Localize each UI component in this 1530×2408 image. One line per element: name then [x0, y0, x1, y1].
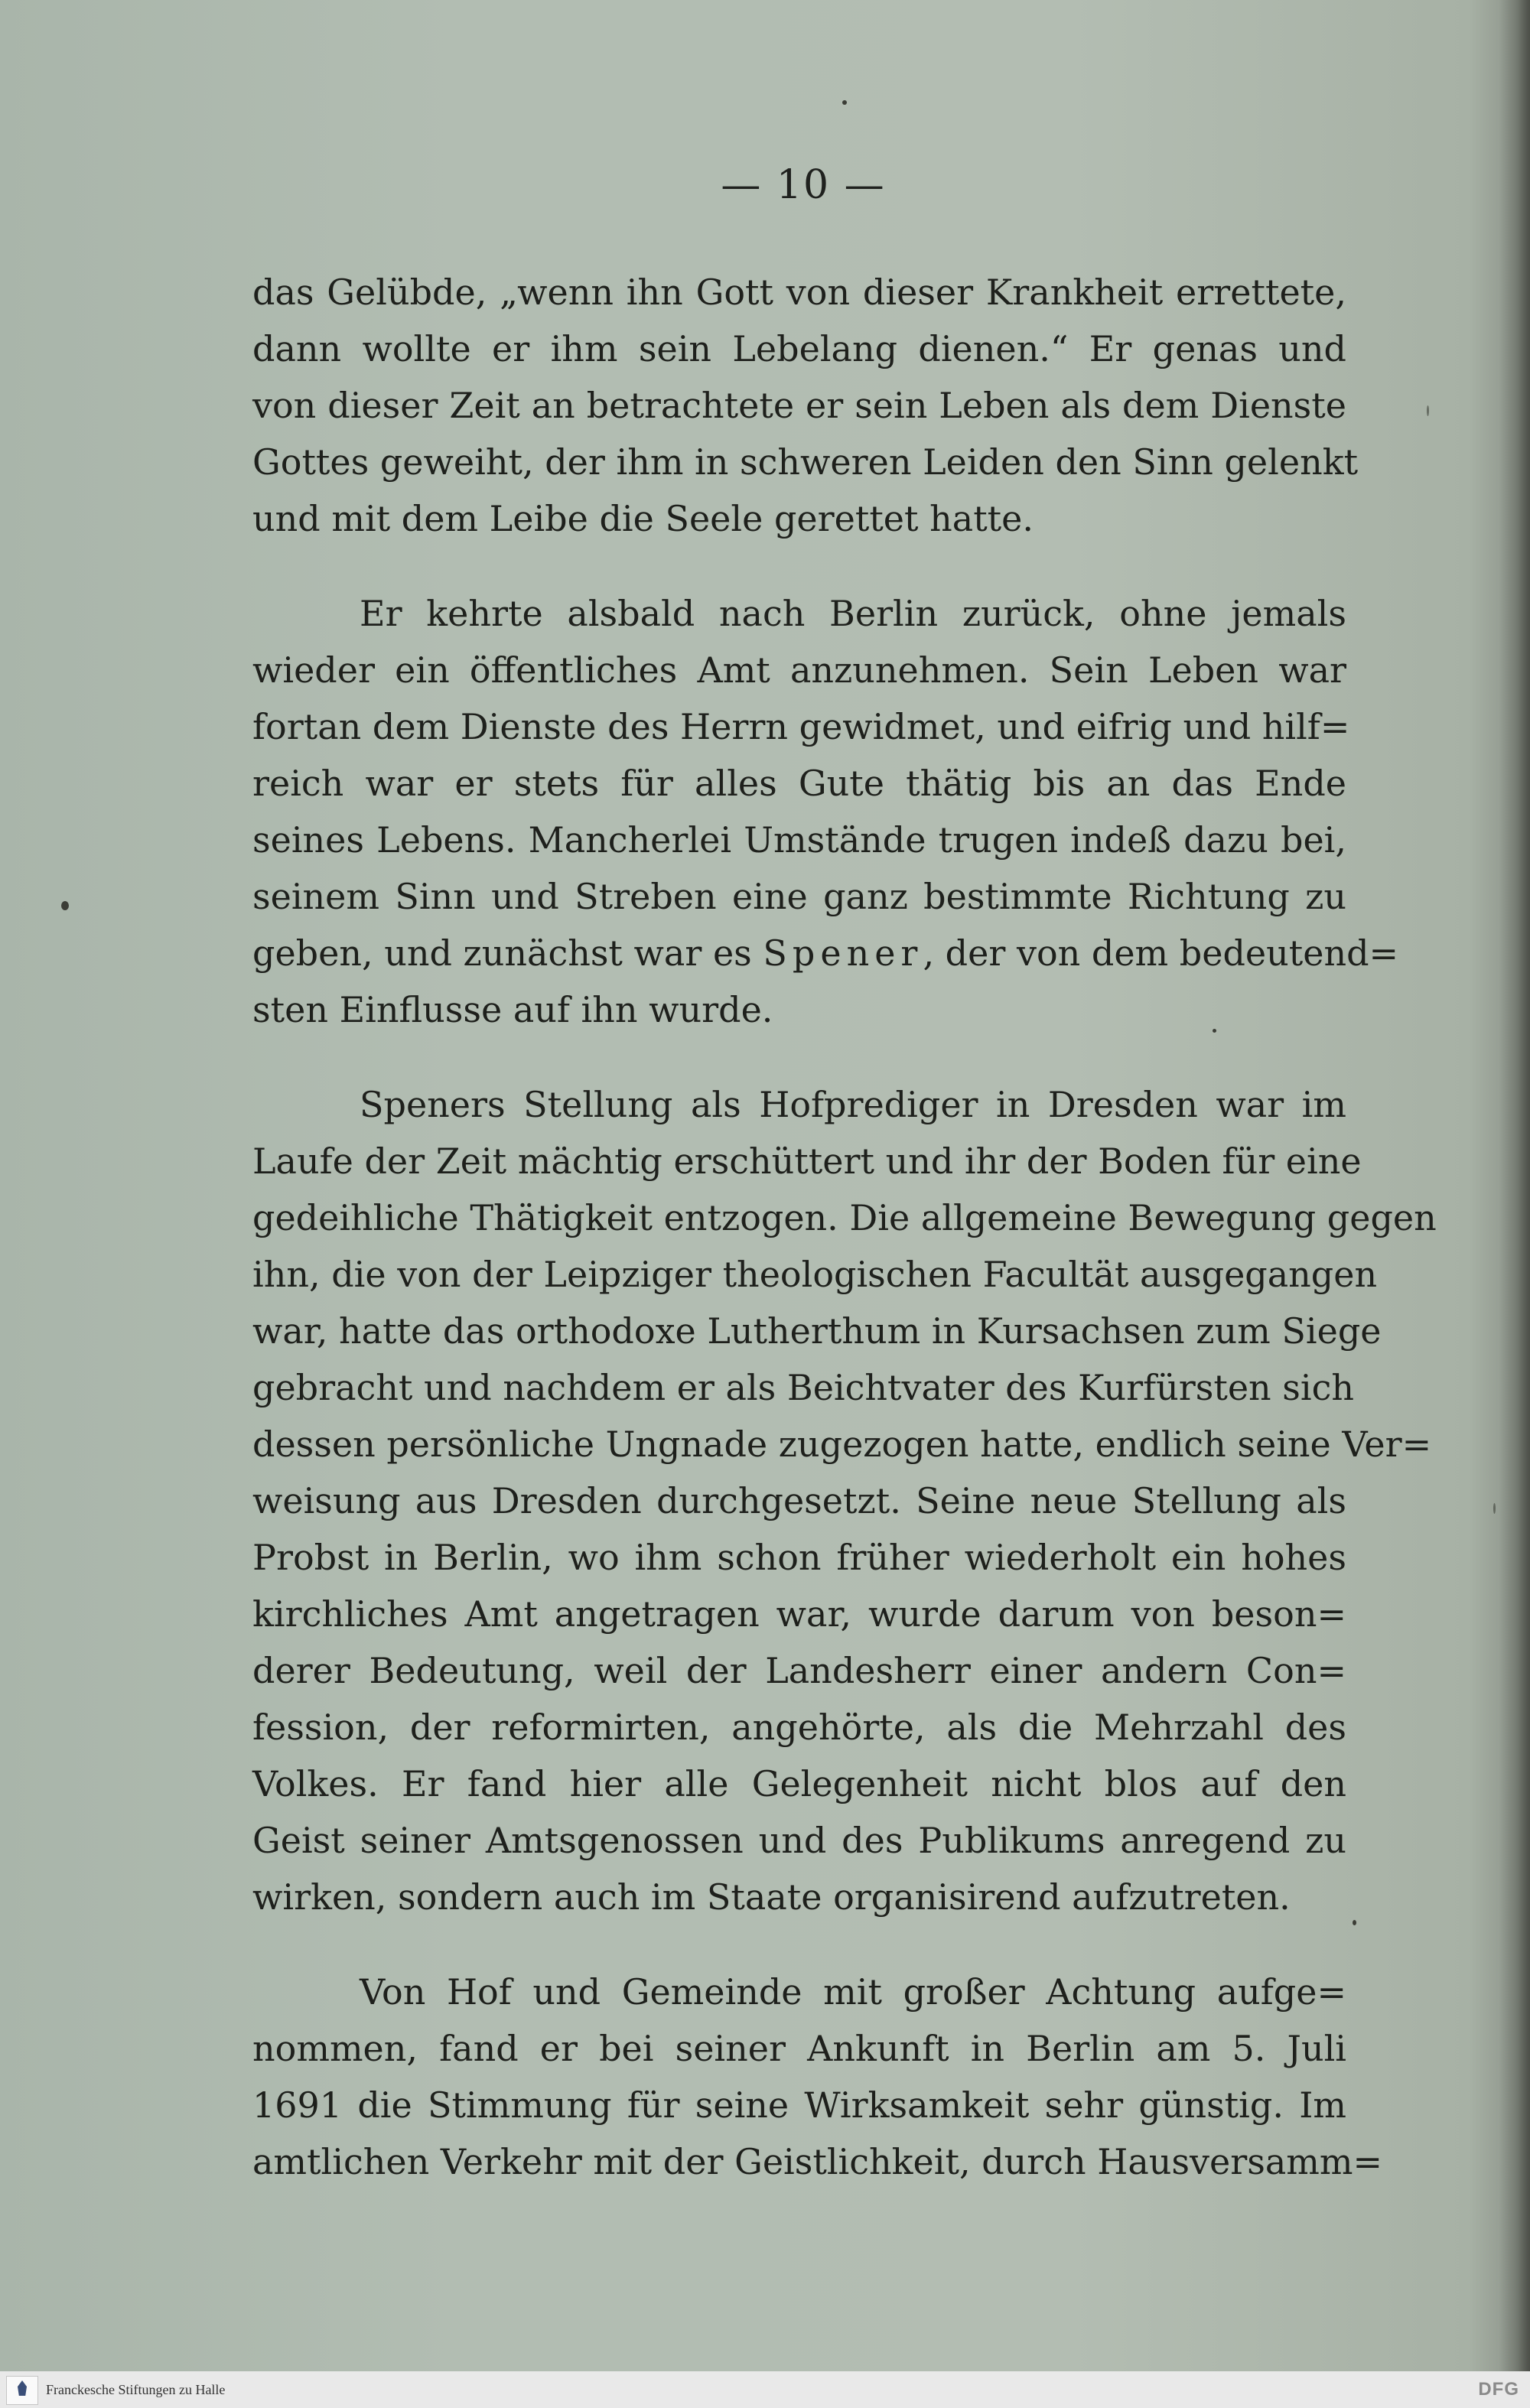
text-line: nommen, fand er bei seiner Ankunft in Berlin am 5. Juli — [252, 2028, 1346, 2069]
viewer-footer — [0, 2371, 1530, 2408]
paper-speck — [842, 100, 847, 105]
text-line: seines Lebens. Mancherlei Umstände trugen indeß dazu bei, — [252, 819, 1346, 861]
dfg-logo: DFG — [1478, 2379, 1519, 2400]
paper-speck — [1427, 405, 1429, 416]
text-line: kirchliches Amt angetragen war, wurde darum von beson= — [252, 1593, 1346, 1635]
paragraph-gap — [252, 1925, 1346, 1964]
institution-name[interactable]: Franckesche Stiftungen zu Halle — [46, 2382, 226, 2397]
text-line: derer Bedeutung, weil der Landesherr einer andern Con= — [252, 1650, 1346, 1691]
seal-mark — [18, 2380, 27, 2396]
text-line: wirken, sondern auch im Staate organisirend aufzutreten. — [252, 1876, 1291, 1918]
text-line: seinem Sinn und Streben eine ganz bestimmte Richtung zu — [252, 876, 1346, 917]
paragraph-gap — [252, 1038, 1346, 1076]
text-segment: geben, und zunächst war es — [252, 932, 763, 974]
text-line: das Gelübde, „wenn ihn Gott von dieser Krankheit errettete, — [252, 272, 1346, 313]
text-line: ihn, die von der Leipziger theologischen Facultät ausgegangen — [252, 1254, 1378, 1295]
text-line: Laufe der Zeit mächtig erschüttert und ihr der Boden für eine — [252, 1141, 1362, 1182]
spaced-name: Spener — [763, 932, 923, 974]
text-line: und mit dem Leibe die Seele gerettet hatte. — [252, 498, 1034, 539]
text-line: Speners Stellung als Hofprediger in Dresden war im — [360, 1084, 1346, 1125]
paper-speck — [1353, 1920, 1356, 1925]
text-segment: , der von dem bedeutend= — [923, 932, 1399, 974]
text-line: dann wollte er ihm sein Lebelang dienen.“ Er genas und — [252, 328, 1346, 369]
text-line: gedeihliche Thätigkeit entzogen. Die allgemeine Bewegung gegen — [252, 1197, 1437, 1238]
text-line: war, hatte das orthodoxe Lutherthum in Kursachsen zum Siege — [252, 1310, 1382, 1352]
text-line: Probst in Berlin, wo ihm schon früher wiederholt ein hohes — [252, 1537, 1346, 1578]
text-line: 1691 die Stimmung für seine Wirksamkeit sehr günstig. Im — [252, 2084, 1346, 2126]
paragraph-gap — [252, 547, 1346, 585]
text-line: weisung aus Dresden durchgesetzt. Seine neue Stellung als — [252, 1480, 1346, 1521]
page-number: — 10 — — [721, 162, 886, 208]
paper-speck — [61, 901, 69, 910]
body-text — [252, 264, 1437, 2190]
text-line: gebracht und nachdem er als Beichtvater des Kurfürsten sich — [252, 1367, 1355, 1408]
text-line: fortan dem Dienste des Herrn gewidmet, und eifrig und hilf= — [252, 706, 1350, 747]
text-line: Geist seiner Amtsgenossen und des Publikums anregend zu — [252, 1820, 1346, 1861]
text-line-with-spaced-name — [252, 925, 1399, 981]
text-line: Gottes geweiht, der ihm in schweren Leiden den Sinn gelenkt — [252, 441, 1359, 483]
paper-speck — [1493, 1503, 1496, 1514]
text-line: fession, der reformirten, angehörte, als die Mehrzahl des — [252, 1707, 1346, 1748]
text-line: von dieser Zeit an betrachtete er sein Leben als dem Dienste — [252, 385, 1346, 426]
text-line: Er kehrte alsbald nach Berlin zurück, ohne jemals — [360, 593, 1346, 634]
text-line: Von Hof und Gemeinde mit großer Achtung aufge= — [360, 1971, 1346, 2013]
text-line: wieder ein öffentliches Amt anzunehmen. Sein Leben war — [252, 649, 1346, 691]
text-line: Volkes. Er fand hier alle Gelegenheit nicht blos auf den — [252, 1763, 1346, 1804]
text-line: dessen persönliche Ungnade zugezogen hatte, endlich seine Ver= — [252, 1424, 1432, 1465]
seal-icon[interactable] — [6, 2376, 38, 2405]
text-line: amtlichen Verkehr mit der Geistlichkeit, durch Hausversamm= — [252, 2141, 1383, 2182]
page-edge-shadow — [1499, 0, 1530, 2371]
text-line: sten Einflusse auf ihn wurde. — [252, 989, 773, 1030]
text-line: reich war er stets für alles Gute thätig bis an das Ende — [252, 763, 1346, 804]
